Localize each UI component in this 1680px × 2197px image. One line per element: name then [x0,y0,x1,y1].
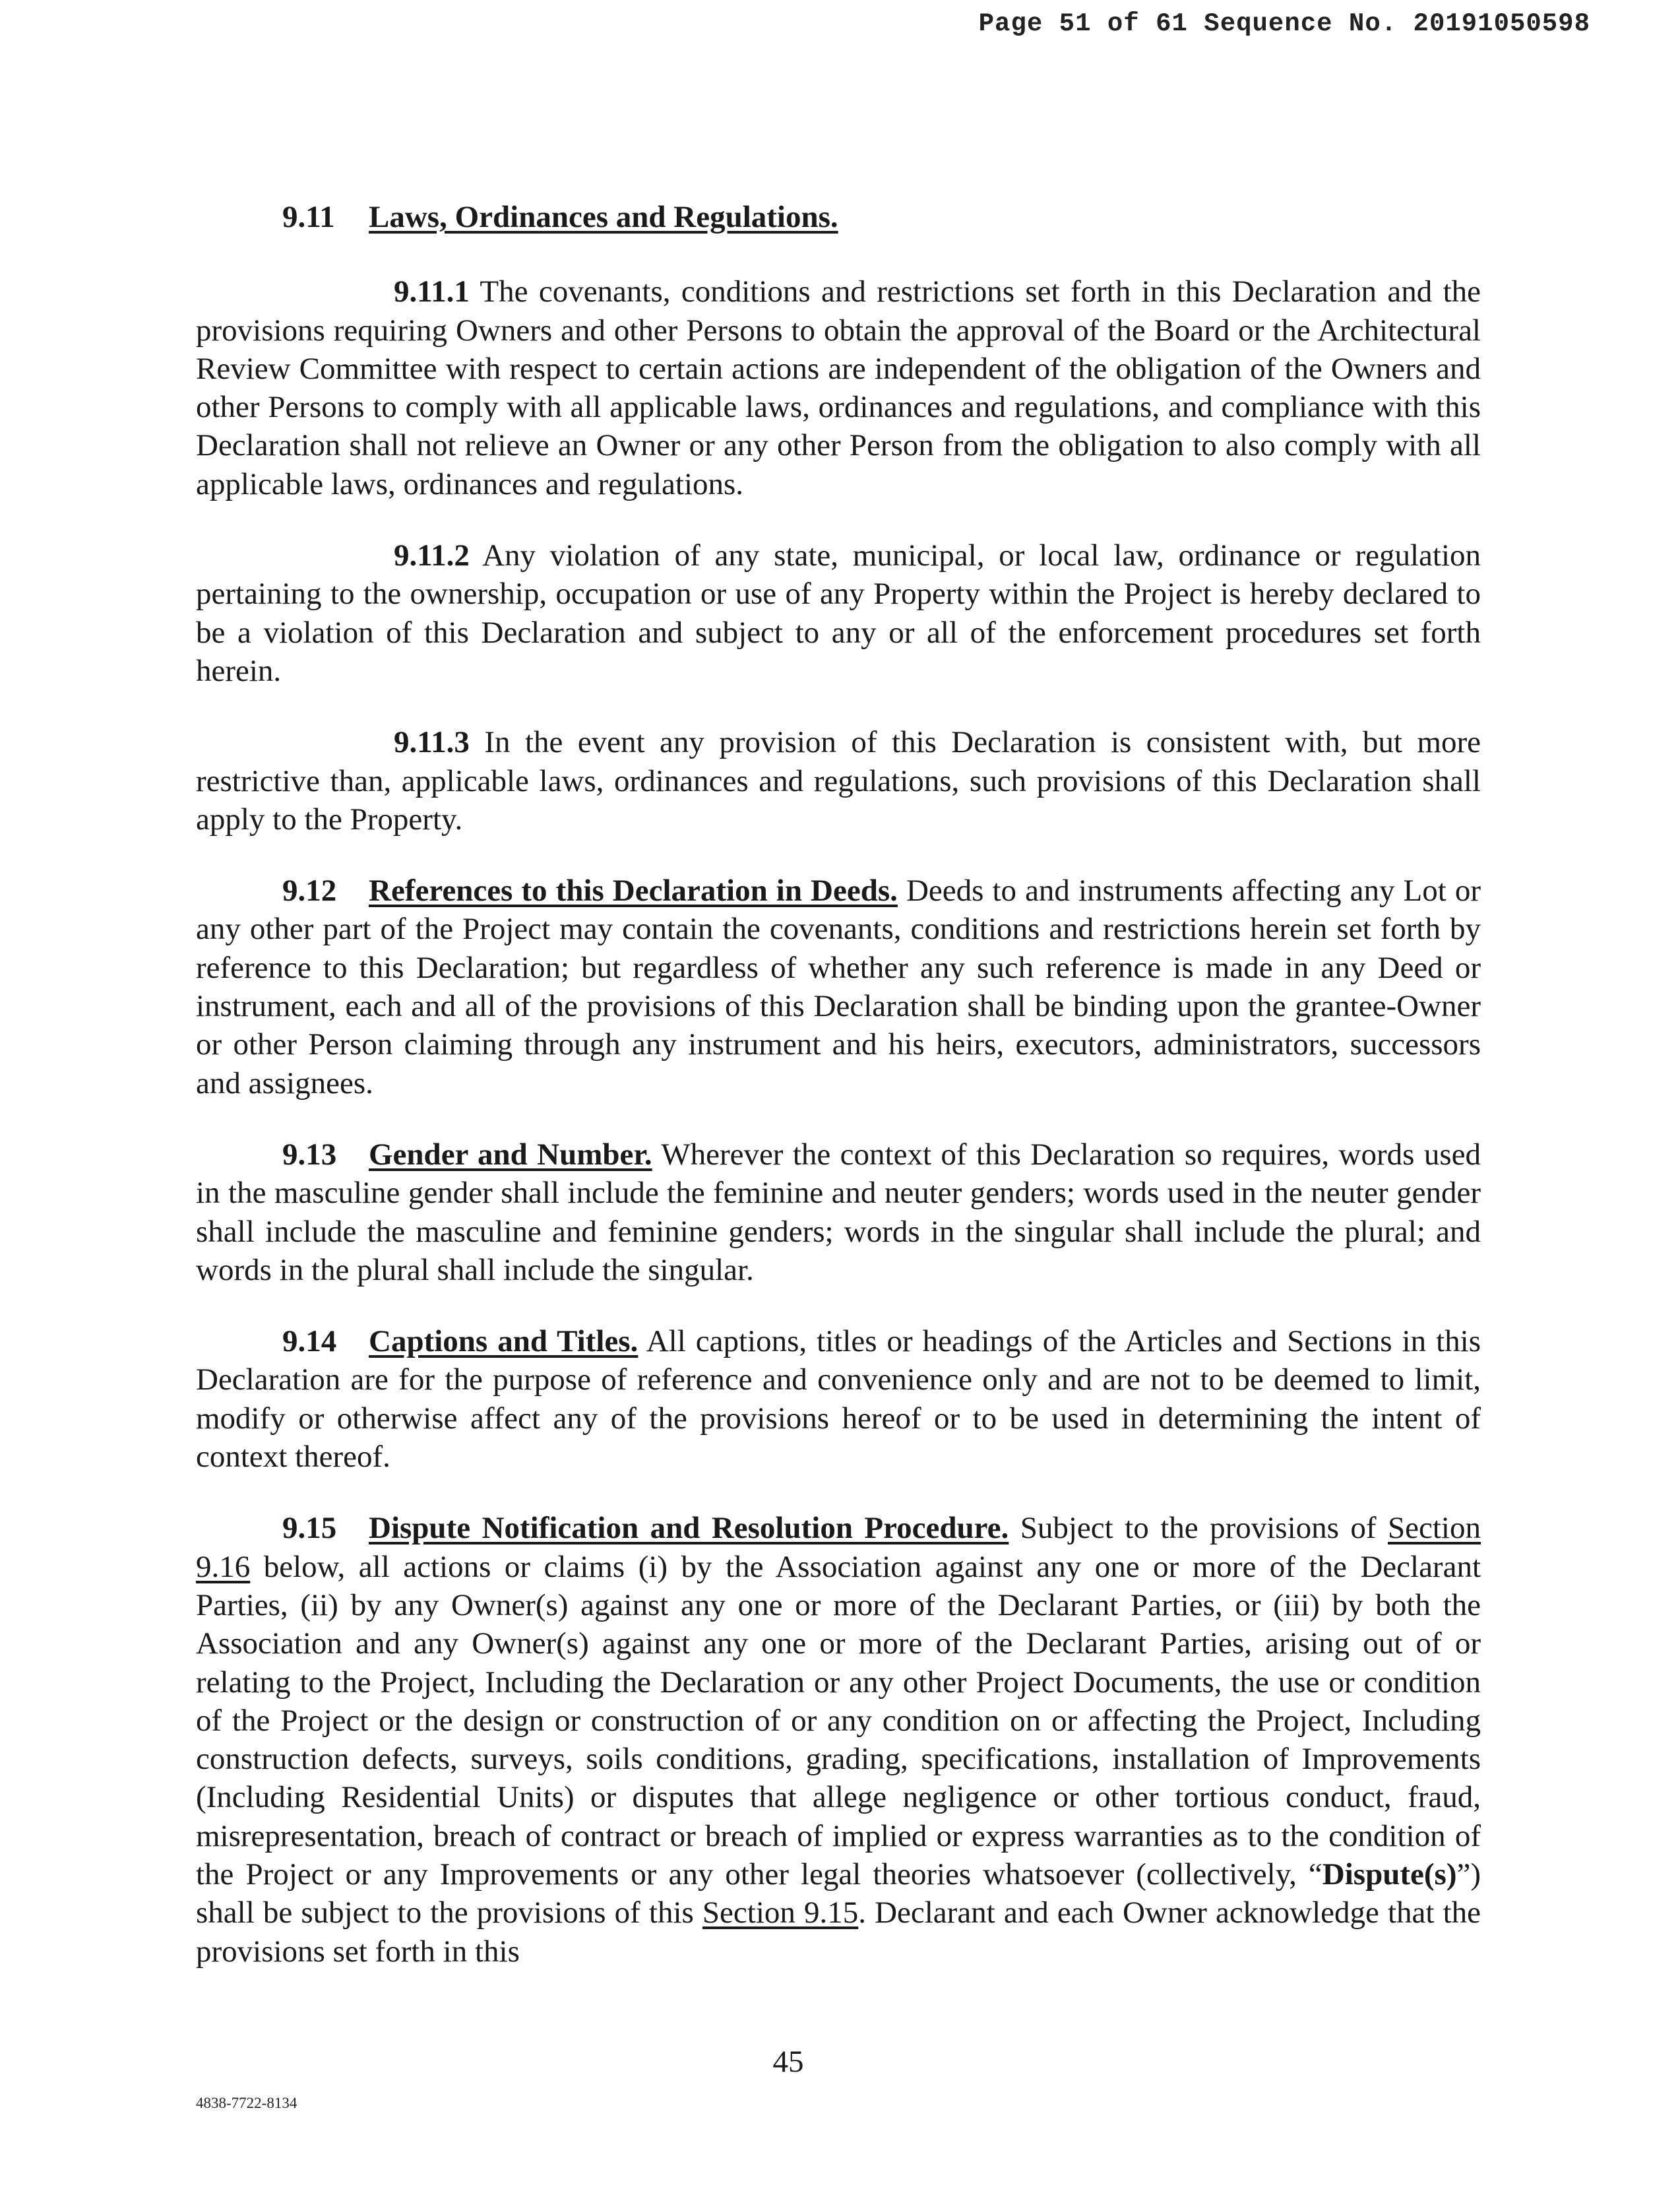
section-9-14 [196,1322,1481,1476]
section-title: Captions and Titles. [369,1324,638,1359]
document-body [196,198,1481,2004]
section-9-15 [196,1509,1481,1971]
section-number: 9.12 [282,874,337,908]
subsection-number: 9.11.3 [394,725,470,760]
section-text: Subject to the provisions of [1009,1511,1388,1546]
subsection-number: 9.11.1 [394,274,470,309]
section-text: below, all actions or claims (i) by the Association against any one or more of the Declarant Parties, (ii) by any Owner(s) against any one or more of the Declarant Parties, or (iii) by both the Association and any Owner(s) against any one or more of the Declarant Parties, arising out of or relating to the Project, Including the Declaration or any other Project Documents, the use or condition of the Project or the design or construction of or any condition on or affecting the Project, Including construction defects, surveys, soils conditions, grading, specifications, installation of Improvements (Including Residential Units) or disputes that allege negligence or other tortious conduct, fraud, misrepresentation, breach of contract or breach of implied or express warranties as to the condition of the Project or any Improvements or any other legal theories whatsoever (collectively, “ [196,1549,1481,1892]
section-number: 9.14 [282,1324,337,1359]
section-title: Gender and Number. [369,1137,652,1172]
subsection-number: 9.11.2 [394,538,470,573]
page-header: Page 51 of 61 Sequence No. 20191050598 [978,9,1590,38]
section-9-11-2 [196,536,1481,690]
section-title: Laws, Ordinances and Regulations. [369,200,838,234]
section-title: References to this Declaration in Deeds. [369,874,898,908]
subsection-text: The covenants, conditions and restrictions set forth in this Declaration and the provisions requiring Owners and other Persons to obtain the approval of the Board or the Architectural Review Committee with respect to certain actions are independent of the obligation of the Owners and other Persons to comply with all applicable laws, ordinances and regulations, and compliance with this Declaration shall not relieve an Owner or any other Person from the obligation to also comply with all applicable laws, ordinances and regulations. [196,274,1481,501]
section-reference-link: Section 9.15 [702,1895,859,1930]
section-9-11-heading [196,198,1481,236]
section-text: All captions, titles or headings of the Articles and Sections in this Declaration are for the purpose of reference and convenience only and are not to be deemed to limit, modify or otherwise affect any of the provisions hereof or to be used in determining the intent of context thereof. [196,1324,1481,1475]
subsection-text: In the event any provision of this Declaration is consistent with, but more restrictive than, applicable laws, ordinances and regulations, such provisions of this Declaration shall apply to the Property. [196,725,1481,837]
defined-term: Dispute(s) [1322,1857,1457,1892]
section-9-12 [196,872,1481,1102]
section-text: . Declarant and each Owner acknowledge that the provisions set forth in this [196,1895,1481,1969]
section-9-11-3 [196,723,1481,839]
document-id: 4838-7722-8134 [196,2095,297,2111]
section-number: 9.13 [282,1137,337,1172]
section-text: ”) shall be subject to the provisions of this [196,1857,1481,1930]
section-number: 9.11 [282,200,335,234]
section-reference-link: Section 9.16 [196,1511,1481,1584]
section-9-13 [196,1135,1481,1289]
section-text: Wherever the context of this Declaration so requires, words used in the masculine gender shall include the feminine and neuter genders; words used in the neuter gender shall include the masculine and feminine genders; words in the singular shall include the plural; and words in the plural shall include the singular. [196,1137,1481,1287]
section-text: Deeds to and instruments affecting any Lot or any other part of the Project may contain the covenants, conditions and restrictions herein set forth by reference to this Declaration; but regardless of whether any such reference is made in any Deed or instrument, each and all of the provisions of this Declaration shall be binding upon the grantee-Owner or other Person claiming through any instrument and his heirs, executors, administrators, successors and assignees. [196,874,1481,1100]
section-title: Dispute Notification and Resolution Procedure. [369,1511,1009,1546]
page-number: 45 [772,2045,804,2079]
section-number: 9.15 [282,1511,337,1546]
subsection-text: Any violation of any state, municipal, or local law, ordinance or regulation pertaining to the ownership, occupation or use of any Property within the Project is hereby declared to be a violation of this Declaration and subject to any or all of the enforcement procedures set forth herein. [196,538,1481,688]
section-9-11-1 [196,272,1481,503]
